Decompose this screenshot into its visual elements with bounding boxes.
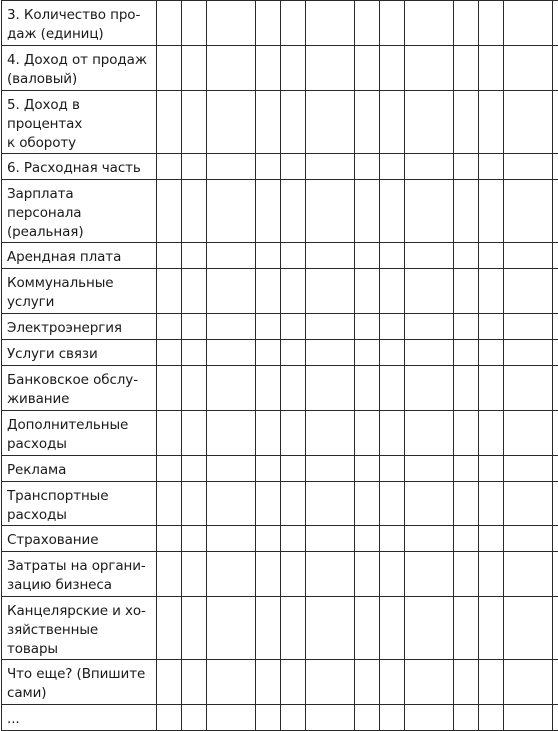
- row-label: ...: [7, 711, 20, 727]
- empty-cell[interactable]: [454, 314, 479, 340]
- row-label: Дополнительные расходы: [7, 417, 128, 452]
- empty-cell[interactable]: [355, 660, 380, 705]
- empty-cell[interactable]: [380, 1, 405, 46]
- empty-cell[interactable]: [355, 269, 380, 314]
- empty-cell[interactable]: [454, 552, 479, 597]
- empty-cell[interactable]: [553, 314, 558, 340]
- empty-cell[interactable]: [306, 660, 355, 705]
- row-label-cell: [2, 482, 157, 526]
- row-label: 5. Доход в процентах к обороту: [7, 97, 82, 151]
- empty-cell[interactable]: [553, 597, 558, 660]
- empty-cell[interactable]: [256, 340, 281, 366]
- empty-cell[interactable]: [182, 552, 207, 597]
- empty-cell[interactable]: [157, 411, 182, 456]
- empty-cell[interactable]: [157, 456, 182, 482]
- empty-cell[interactable]: [157, 705, 182, 731]
- table-row: [2, 46, 558, 91]
- empty-cell[interactable]: [306, 366, 355, 411]
- empty-cell[interactable]: [380, 366, 405, 411]
- row-label-cell: [2, 597, 157, 660]
- empty-cell[interactable]: [207, 91, 256, 154]
- empty-cell[interactable]: [306, 154, 355, 180]
- empty-cell[interactable]: [405, 705, 454, 731]
- empty-cell[interactable]: [504, 1, 553, 46]
- empty-cell[interactable]: [405, 456, 454, 482]
- empty-cell[interactable]: [479, 154, 504, 180]
- empty-cell[interactable]: [207, 552, 256, 597]
- empty-cell[interactable]: [207, 154, 256, 180]
- row-label-cell: [2, 552, 157, 597]
- empty-cell[interactable]: [157, 1, 182, 46]
- empty-cell[interactable]: [207, 456, 256, 482]
- empty-cell[interactable]: [182, 526, 207, 552]
- empty-cell[interactable]: [405, 411, 454, 456]
- empty-cell[interactable]: [157, 269, 182, 314]
- empty-cell[interactable]: [380, 154, 405, 180]
- empty-cell[interactable]: [454, 269, 479, 314]
- empty-cell[interactable]: [207, 314, 256, 340]
- empty-cell[interactable]: [281, 411, 306, 456]
- empty-cell[interactable]: [182, 154, 207, 180]
- empty-cell[interactable]: [281, 180, 306, 243]
- empty-cell[interactable]: [380, 660, 405, 705]
- empty-cell[interactable]: [553, 154, 558, 180]
- empty-cell[interactable]: [454, 243, 479, 269]
- empty-cell[interactable]: [355, 482, 380, 526]
- empty-cell[interactable]: [256, 456, 281, 482]
- row-label-cell: [2, 46, 157, 91]
- empty-cell[interactable]: [405, 154, 454, 180]
- empty-cell[interactable]: [157, 660, 182, 705]
- row-label: Услуги связи: [7, 346, 98, 362]
- empty-cell[interactable]: [454, 366, 479, 411]
- empty-cell[interactable]: [182, 314, 207, 340]
- table-row: [2, 154, 558, 180]
- table-row: [2, 180, 558, 243]
- empty-cell[interactable]: [355, 1, 380, 46]
- empty-cell[interactable]: [355, 180, 380, 243]
- empty-cell[interactable]: [306, 243, 355, 269]
- empty-cell[interactable]: [281, 456, 306, 482]
- table-row: [2, 243, 558, 269]
- table-row: [2, 456, 558, 482]
- empty-cell[interactable]: [281, 340, 306, 366]
- table-row: [2, 366, 558, 411]
- empty-cell[interactable]: [504, 154, 553, 180]
- empty-cell[interactable]: [182, 91, 207, 154]
- empty-cell[interactable]: [207, 705, 256, 731]
- empty-cell[interactable]: [157, 526, 182, 552]
- row-label: Затраты на органи- зацию бизнеса: [7, 558, 146, 593]
- empty-cell[interactable]: [256, 180, 281, 243]
- row-label: 6. Расходная часть: [7, 160, 141, 176]
- empty-cell[interactable]: [306, 180, 355, 243]
- empty-cell[interactable]: [207, 660, 256, 705]
- empty-cell[interactable]: [454, 340, 479, 366]
- empty-cell[interactable]: [281, 705, 306, 731]
- row-label-cell: [2, 1, 157, 46]
- empty-cell[interactable]: [281, 154, 306, 180]
- empty-cell[interactable]: [306, 1, 355, 46]
- empty-cell[interactable]: [281, 552, 306, 597]
- empty-cell[interactable]: [380, 411, 405, 456]
- empty-cell[interactable]: [256, 243, 281, 269]
- empty-cell[interactable]: [380, 552, 405, 597]
- empty-cell[interactable]: [207, 180, 256, 243]
- empty-cell[interactable]: [355, 154, 380, 180]
- empty-cell[interactable]: [504, 660, 553, 705]
- empty-cell[interactable]: [553, 482, 558, 526]
- empty-cell[interactable]: [405, 314, 454, 340]
- empty-cell[interactable]: [553, 456, 558, 482]
- empty-cell[interactable]: [553, 366, 558, 411]
- empty-cell[interactable]: [355, 456, 380, 482]
- empty-cell[interactable]: [553, 243, 558, 269]
- empty-cell[interactable]: [479, 46, 504, 91]
- empty-cell[interactable]: [281, 269, 306, 314]
- table-row: [2, 597, 558, 660]
- row-label-cell: [2, 340, 157, 366]
- empty-cell[interactable]: [157, 314, 182, 340]
- empty-cell[interactable]: [504, 243, 553, 269]
- empty-cell[interactable]: [454, 705, 479, 731]
- empty-cell[interactable]: [281, 1, 306, 46]
- empty-cell[interactable]: [256, 597, 281, 660]
- empty-cell[interactable]: [504, 180, 553, 243]
- empty-cell[interactable]: [182, 366, 207, 411]
- empty-cell[interactable]: [281, 526, 306, 552]
- empty-cell[interactable]: [207, 46, 256, 91]
- empty-cell[interactable]: [479, 660, 504, 705]
- empty-cell[interactable]: [553, 526, 558, 552]
- empty-cell[interactable]: [405, 180, 454, 243]
- empty-cell[interactable]: [454, 91, 479, 154]
- empty-cell[interactable]: [405, 366, 454, 411]
- empty-cell[interactable]: [306, 526, 355, 552]
- row-label: Банковское обслу- живание: [7, 372, 138, 407]
- empty-cell[interactable]: [405, 526, 454, 552]
- empty-cell[interactable]: [256, 552, 281, 597]
- empty-cell[interactable]: [380, 91, 405, 154]
- row-label: Реклама: [7, 462, 66, 478]
- empty-cell[interactable]: [553, 91, 558, 154]
- empty-cell[interactable]: [157, 366, 182, 411]
- row-label-cell: [2, 411, 157, 456]
- empty-cell[interactable]: [553, 552, 558, 597]
- empty-cell[interactable]: [306, 340, 355, 366]
- table-body: [2, 1, 558, 731]
- empty-cell[interactable]: [405, 340, 454, 366]
- row-label-cell: [2, 705, 157, 731]
- empty-cell[interactable]: [306, 705, 355, 731]
- empty-cell[interactable]: [504, 456, 553, 482]
- empty-cell[interactable]: [405, 1, 454, 46]
- empty-cell[interactable]: [504, 314, 553, 340]
- empty-cell[interactable]: [405, 243, 454, 269]
- empty-cell[interactable]: [380, 269, 405, 314]
- empty-cell[interactable]: [553, 1, 558, 46]
- row-label: Транспортные расходы: [7, 488, 108, 523]
- empty-cell[interactable]: [207, 269, 256, 314]
- budget-table: [1, 0, 558, 731]
- row-label-cell: [2, 660, 157, 705]
- row-label-cell: [2, 456, 157, 482]
- empty-cell[interactable]: [553, 660, 558, 705]
- empty-cell[interactable]: [281, 366, 306, 411]
- empty-cell[interactable]: [256, 526, 281, 552]
- row-label: Страхование: [7, 532, 98, 548]
- empty-cell[interactable]: [182, 482, 207, 526]
- empty-cell[interactable]: [281, 91, 306, 154]
- empty-cell[interactable]: [256, 269, 281, 314]
- empty-cell[interactable]: [553, 705, 558, 731]
- empty-cell[interactable]: [281, 314, 306, 340]
- empty-cell[interactable]: [504, 340, 553, 366]
- empty-cell[interactable]: [355, 552, 380, 597]
- table-row: [2, 91, 558, 154]
- empty-cell[interactable]: [182, 660, 207, 705]
- empty-cell[interactable]: [380, 314, 405, 340]
- row-label-cell: [2, 180, 157, 243]
- empty-cell[interactable]: [504, 526, 553, 552]
- empty-cell[interactable]: [207, 482, 256, 526]
- empty-cell[interactable]: [504, 269, 553, 314]
- empty-cell[interactable]: [479, 411, 504, 456]
- empty-cell[interactable]: [553, 411, 558, 456]
- empty-cell[interactable]: [504, 46, 553, 91]
- empty-cell[interactable]: [405, 597, 454, 660]
- row-label: 4. Доход от продаж (валовый): [7, 52, 147, 87]
- empty-cell[interactable]: [479, 482, 504, 526]
- empty-cell[interactable]: [479, 340, 504, 366]
- empty-cell[interactable]: [479, 705, 504, 731]
- empty-cell[interactable]: [553, 340, 558, 366]
- empty-cell[interactable]: [504, 705, 553, 731]
- empty-cell[interactable]: [157, 597, 182, 660]
- row-label: Зарплата персонала (реальная): [7, 186, 84, 240]
- table-row: [2, 660, 558, 705]
- empty-cell[interactable]: [157, 46, 182, 91]
- empty-cell[interactable]: [454, 1, 479, 46]
- row-label-cell: [2, 314, 157, 340]
- empty-cell[interactable]: [479, 456, 504, 482]
- empty-cell[interactable]: [355, 91, 380, 154]
- empty-cell[interactable]: [355, 243, 380, 269]
- empty-cell[interactable]: [355, 597, 380, 660]
- table-row: [2, 269, 558, 314]
- empty-cell[interactable]: [553, 269, 558, 314]
- empty-cell[interactable]: [479, 314, 504, 340]
- row-label-cell: [2, 366, 157, 411]
- empty-cell[interactable]: [355, 46, 380, 91]
- empty-cell[interactable]: [157, 154, 182, 180]
- empty-cell[interactable]: [380, 180, 405, 243]
- empty-cell[interactable]: [256, 482, 281, 526]
- empty-cell[interactable]: [182, 180, 207, 243]
- empty-cell[interactable]: [355, 411, 380, 456]
- empty-cell[interactable]: [256, 660, 281, 705]
- empty-cell[interactable]: [504, 91, 553, 154]
- empty-cell[interactable]: [504, 411, 553, 456]
- empty-cell[interactable]: [454, 411, 479, 456]
- empty-cell[interactable]: [479, 91, 504, 154]
- empty-cell[interactable]: [306, 552, 355, 597]
- empty-cell[interactable]: [306, 482, 355, 526]
- empty-cell[interactable]: [207, 366, 256, 411]
- empty-cell[interactable]: [405, 46, 454, 91]
- empty-cell[interactable]: [182, 46, 207, 91]
- empty-cell[interactable]: [380, 705, 405, 731]
- empty-cell[interactable]: [182, 1, 207, 46]
- empty-cell[interactable]: [355, 340, 380, 366]
- empty-cell[interactable]: [355, 705, 380, 731]
- empty-cell[interactable]: [479, 269, 504, 314]
- empty-cell[interactable]: [380, 243, 405, 269]
- empty-cell[interactable]: [157, 340, 182, 366]
- empty-cell[interactable]: [182, 411, 207, 456]
- empty-cell[interactable]: [454, 46, 479, 91]
- empty-cell[interactable]: [256, 411, 281, 456]
- table-row: [2, 1, 558, 46]
- empty-cell[interactable]: [157, 180, 182, 243]
- empty-cell[interactable]: [182, 597, 207, 660]
- empty-cell[interactable]: [553, 180, 558, 243]
- row-label: Что еще? (Впишите сами): [7, 666, 145, 701]
- empty-cell[interactable]: [182, 269, 207, 314]
- empty-cell[interactable]: [207, 526, 256, 552]
- empty-cell[interactable]: [405, 91, 454, 154]
- empty-cell[interactable]: [479, 597, 504, 660]
- empty-cell[interactable]: [454, 180, 479, 243]
- empty-cell[interactable]: [256, 154, 281, 180]
- empty-cell[interactable]: [454, 526, 479, 552]
- empty-cell[interactable]: [256, 366, 281, 411]
- empty-cell[interactable]: [504, 552, 553, 597]
- empty-cell[interactable]: [454, 482, 479, 526]
- empty-cell[interactable]: [553, 46, 558, 91]
- empty-cell[interactable]: [281, 46, 306, 91]
- empty-cell[interactable]: [380, 340, 405, 366]
- empty-cell[interactable]: [405, 660, 454, 705]
- row-label: Коммунальные услуги: [7, 275, 113, 310]
- row-label: 3. Количество про- даж (единиц): [7, 7, 140, 42]
- empty-cell[interactable]: [479, 366, 504, 411]
- row-label-cell: [2, 154, 157, 180]
- empty-cell[interactable]: [207, 243, 256, 269]
- row-label: Электроэнергия: [7, 320, 122, 336]
- empty-cell[interactable]: [479, 243, 504, 269]
- empty-cell[interactable]: [157, 482, 182, 526]
- empty-cell[interactable]: [355, 526, 380, 552]
- empty-cell[interactable]: [479, 1, 504, 46]
- empty-cell[interactable]: [306, 411, 355, 456]
- empty-cell[interactable]: [182, 243, 207, 269]
- empty-cell[interactable]: [504, 597, 553, 660]
- empty-cell[interactable]: [281, 660, 306, 705]
- table-row: [2, 705, 558, 731]
- empty-cell[interactable]: [207, 411, 256, 456]
- empty-cell[interactable]: [479, 552, 504, 597]
- empty-cell[interactable]: [207, 597, 256, 660]
- empty-cell[interactable]: [405, 482, 454, 526]
- table-row: [2, 340, 558, 366]
- empty-cell[interactable]: [504, 482, 553, 526]
- empty-cell[interactable]: [405, 552, 454, 597]
- empty-cell[interactable]: [454, 660, 479, 705]
- empty-cell[interactable]: [281, 243, 306, 269]
- empty-cell[interactable]: [306, 314, 355, 340]
- empty-cell[interactable]: [281, 597, 306, 660]
- row-label-cell: [2, 269, 157, 314]
- row-label-cell: [2, 243, 157, 269]
- empty-cell[interactable]: [454, 154, 479, 180]
- empty-cell[interactable]: [479, 180, 504, 243]
- row-label: Арендная плата: [7, 249, 121, 265]
- row-label: Канцелярские и хо- зяйственные товары: [7, 603, 146, 657]
- empty-cell[interactable]: [504, 366, 553, 411]
- table-row: [2, 552, 558, 597]
- empty-cell[interactable]: [256, 1, 281, 46]
- empty-cell[interactable]: [380, 46, 405, 91]
- row-label-cell: [2, 526, 157, 552]
- empty-cell[interactable]: [256, 705, 281, 731]
- empty-cell[interactable]: [306, 597, 355, 660]
- empty-cell[interactable]: [182, 456, 207, 482]
- table-row: [2, 411, 558, 456]
- empty-cell[interactable]: [355, 366, 380, 411]
- empty-cell[interactable]: [306, 269, 355, 314]
- empty-cell[interactable]: [306, 456, 355, 482]
- empty-cell[interactable]: [380, 597, 405, 660]
- empty-cell[interactable]: [306, 46, 355, 91]
- empty-cell[interactable]: [380, 526, 405, 552]
- empty-cell[interactable]: [207, 1, 256, 46]
- empty-cell[interactable]: [281, 482, 306, 526]
- empty-cell[interactable]: [454, 597, 479, 660]
- empty-cell[interactable]: [207, 340, 256, 366]
- empty-cell[interactable]: [157, 91, 182, 154]
- empty-cell[interactable]: [157, 243, 182, 269]
- empty-cell[interactable]: [380, 482, 405, 526]
- empty-cell[interactable]: [380, 456, 405, 482]
- empty-cell[interactable]: [306, 91, 355, 154]
- table-row: [2, 314, 558, 340]
- empty-cell[interactable]: [405, 269, 454, 314]
- empty-cell[interactable]: [479, 526, 504, 552]
- empty-cell[interactable]: [454, 456, 479, 482]
- empty-cell[interactable]: [182, 340, 207, 366]
- empty-cell[interactable]: [355, 314, 380, 340]
- row-label-cell: [2, 91, 157, 154]
- empty-cell[interactable]: [256, 314, 281, 340]
- table-row: [2, 526, 558, 552]
- empty-cell[interactable]: [182, 705, 207, 731]
- empty-cell[interactable]: [256, 91, 281, 154]
- empty-cell[interactable]: [256, 46, 281, 91]
- table-row: [2, 482, 558, 526]
- empty-cell[interactable]: [157, 552, 182, 597]
